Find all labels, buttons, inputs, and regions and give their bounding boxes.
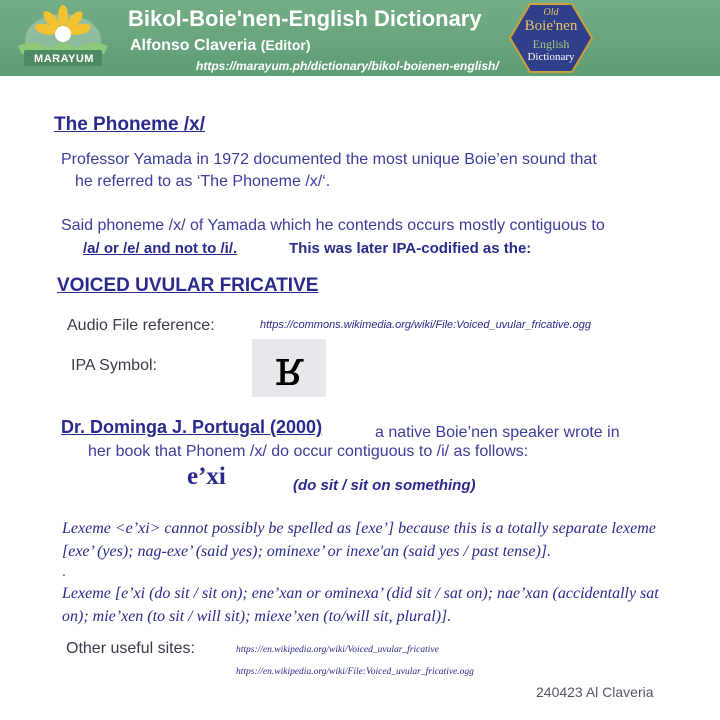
- marayum-logo[interactable]: [4, 2, 122, 72]
- ipa-symbol-label: IPA Symbol:: [71, 357, 157, 374]
- audio-file-link[interactable]: https://commons.wikimedia.org/wiki/File:Voiced_uvular_fricative.ogg: [260, 319, 591, 331]
- book-cover-line2: Boie'nen: [524, 18, 578, 34]
- ipa-symbol-glyph: ʁ: [274, 339, 304, 397]
- contiguity-para-line1: Said phoneme /x/ of Yamada which he contends occurs mostly contiguous to: [61, 217, 605, 234]
- dictionary-url[interactable]: https://marayum.ph/dictionary/bikol-boienen-english/: [196, 59, 499, 73]
- example-word: e’xi: [187, 463, 226, 490]
- separator-dot: .: [62, 563, 66, 579]
- phoneme-heading: The Phoneme /x/: [54, 114, 205, 135]
- lexeme-note-1: Lexeme <e’xi> cannot possibly be spelled as [exe’] because this is a totally separate lexeme [exe’ (yes); nag-exe’ (said yes); ominexe’ or inexe'an (said yes / past tense)].: [62, 520, 656, 560]
- wiki-link-audio-file[interactable]: https://en.wikipedia.org/wiki/File:Voiced_uvular_fricative.ogg: [236, 667, 474, 677]
- lexeme-note-2: Lexeme [e’xi (do sit / sit on); ene’xan or ominexa’ (did sit / sat on); nae’xan (accidentally sat on); mie’xen (to sit / will sit); miexe’xen (to/will sit, plural)].: [62, 585, 659, 625]
- portugal-line1-tail: a native Boie’nen speaker wrote in: [375, 424, 620, 441]
- header-banner: [0, 0, 720, 76]
- book-cover-line4: Dictionary: [527, 51, 575, 63]
- editor-name: Alfonso Claveria: [130, 37, 257, 54]
- book-cover-logo: [508, 2, 594, 74]
- editor-line: [130, 37, 310, 55]
- author-signature: 240423 Al Claveria: [536, 684, 654, 700]
- fricative-heading: VOICED UVULAR FRICATIVE: [57, 275, 319, 296]
- portugal-line2: her book that Phonem /x/ do occur contiguous to /i/ as follows:: [88, 443, 529, 460]
- logo-label: MARAYUM: [34, 53, 94, 65]
- book-cover-line3: English: [532, 37, 570, 51]
- ipa-symbol-image: [252, 339, 326, 397]
- portugal-author[interactable]: Dr. Dominga J. Portugal (2000): [61, 417, 323, 437]
- editor-role: (Editor): [260, 37, 311, 53]
- dictionary-title: Bikol-Boie'nen-English Dictionary: [128, 6, 482, 31]
- example-gloss: (do sit / sit on something): [293, 477, 476, 494]
- yamada-para-line1: Professor Yamada in 1972 documented the most unique Boie’en sound that: [61, 151, 597, 168]
- yamada-para-line2: he referred to as ‘The Phoneme /x/‘.: [75, 173, 331, 190]
- contiguity-vowels: /a/ or /e/ and not to /i/.: [83, 240, 238, 257]
- book-cover-line1: Old: [543, 7, 559, 18]
- wiki-link-fricative[interactable]: https://en.wikipedia.org/wiki/Voiced_uvular_fricative: [236, 645, 439, 655]
- ipa-codified-note: This was later IPA-codified as the:: [289, 240, 532, 257]
- audio-file-label: Audio File reference:: [67, 317, 215, 334]
- other-sites-label: Other useful sites:: [66, 640, 195, 657]
